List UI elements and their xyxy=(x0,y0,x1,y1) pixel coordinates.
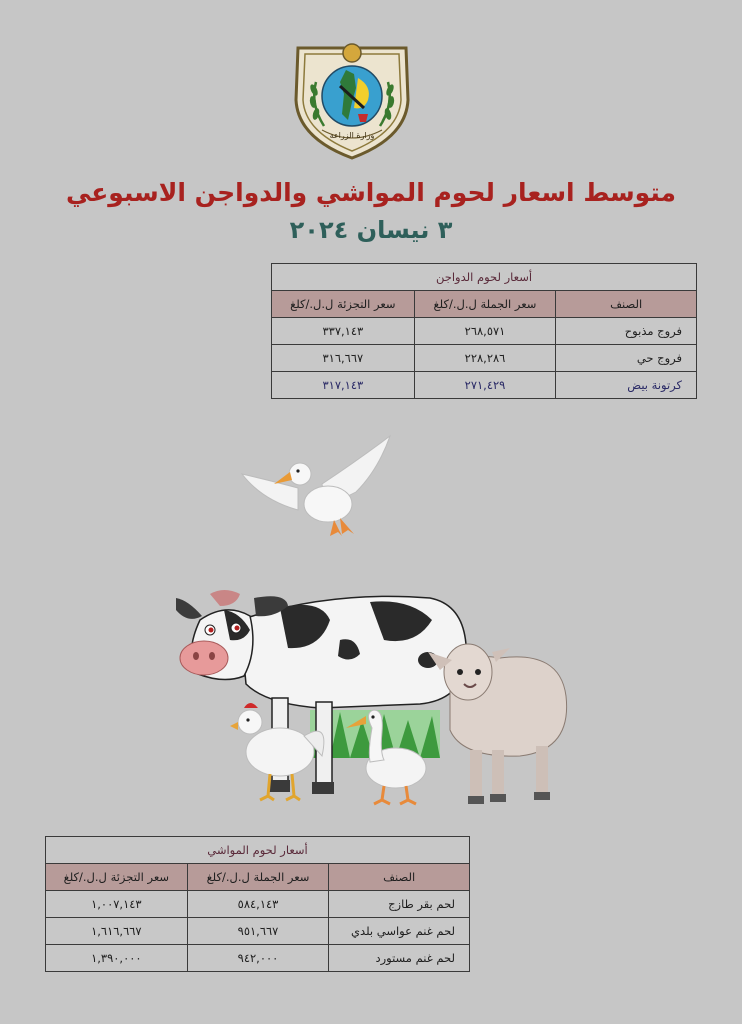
retail-price: ٣١٧,١٤٣ xyxy=(272,372,415,399)
wholesale-price: ٩٥١,٦٦٧ xyxy=(187,918,329,945)
retail-price: ٣٣٧,١٤٣ xyxy=(272,318,415,345)
retail-price: ١,٦١٦,٦٦٧ xyxy=(46,918,188,945)
table-row xyxy=(46,945,470,972)
wholesale-price: ٥٨٤,١٤٣ xyxy=(187,891,329,918)
item-name: فروج حي xyxy=(556,345,697,372)
column-header-retail: سعر التجزئة ل.ل./كلغ xyxy=(272,291,415,318)
logo-caption: وزارة الزراعة xyxy=(329,131,375,140)
column-header-item: الصنف xyxy=(556,291,697,318)
page-title: متوسط اسعار لحوم المواشي والدواجن الاسبوعي xyxy=(65,178,677,207)
table-row xyxy=(272,318,697,345)
column-header-wholesale: سعر الجملة ل.ل./كلغ xyxy=(414,291,556,318)
wholesale-price: ٢٢٨,٢٨٦ xyxy=(414,345,556,372)
wholesale-price: ٢٦٨,٥٧١ xyxy=(414,318,556,345)
column-header-retail: سعر التجزئة ل.ل./كلغ xyxy=(46,864,188,891)
item-name: لحم غنم مستورد xyxy=(329,945,470,972)
item-name: كرتونة بيض xyxy=(556,372,697,399)
livestock-prices-table xyxy=(45,836,470,972)
table-row xyxy=(46,918,470,945)
wholesale-price: ٩٤٢,٠٠٠ xyxy=(187,945,329,972)
poultry-prices-table xyxy=(271,263,697,399)
farm-animals-illustration xyxy=(170,580,570,810)
report-date: ٣ نيسان ٢٠٢٤ xyxy=(289,216,453,244)
table-row xyxy=(46,891,470,918)
column-header-item: الصنف xyxy=(329,864,470,891)
ministry-of-agriculture-logo xyxy=(288,38,416,160)
livestock-table-caption: أسعار لحوم المواشي xyxy=(46,837,470,864)
flying-duck-illustration xyxy=(238,430,398,542)
retail-price: ٣١٦,٦٦٧ xyxy=(272,345,415,372)
column-header-wholesale: سعر الجملة ل.ل./كلغ xyxy=(187,864,329,891)
table-row xyxy=(272,372,697,399)
item-name: فروج مذبوح xyxy=(556,318,697,345)
retail-price: ١,٠٠٧,١٤٣ xyxy=(46,891,188,918)
item-name: لحم غنم عواسي بلدي xyxy=(329,918,470,945)
poultry-table-caption: أسعار لحوم الدواجن xyxy=(272,264,697,291)
retail-price: ١,٣٩٠,٠٠٠ xyxy=(46,945,188,972)
table-row xyxy=(272,345,697,372)
item-name: لحم بقر طازج xyxy=(329,891,470,918)
wholesale-price: ٢٧١,٤٢٩ xyxy=(414,372,556,399)
